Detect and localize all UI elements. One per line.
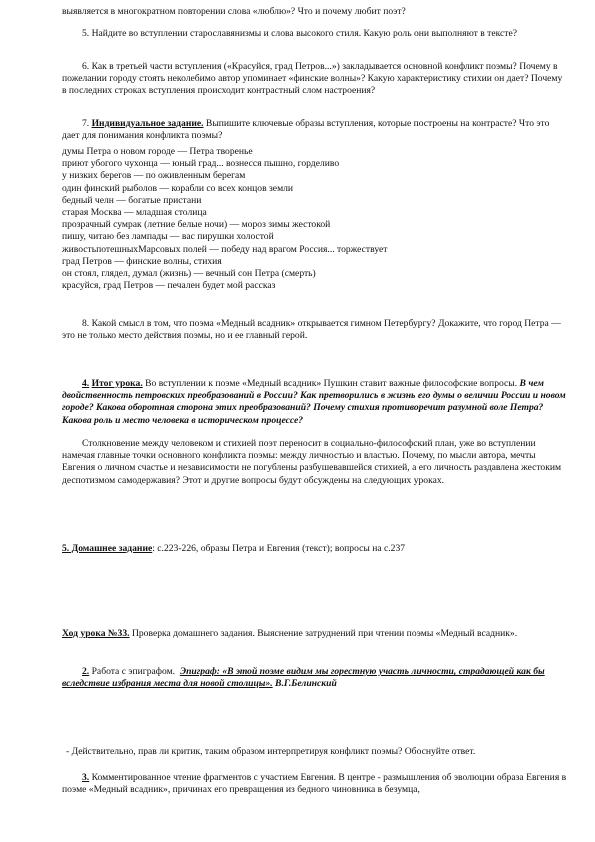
list-item: один финский рыболов — корабли со всех концов земли [62,182,294,194]
question-7-number: 7. [82,118,92,129]
list-item: живостьпотешныхМарсовых полей — победу над врагом Россия... торжествует [62,243,388,255]
question-6: 6. Как в третьей части вступления («Красуйся, град Петров...») закладывается основной конфликт поэмы? Почему в пожелании городу стоять неколебимо автор упоминает «финские волны»? Какую характеристику стихии он дает? Почему в последних строках вступления происходит контрастный слом настроения? [62,61,563,97]
list-item: он стоял, глядел, думал (жизнь) — вечный сон Петра (смерть) [62,268,316,280]
summary-label: Итог урока. [91,378,143,389]
epigraph-quote: «В этой поэме видим мы горестную участь личности, страдающей как бы вследствие избрания места для новой столицы». [62,666,545,690]
list-item: у низких берегов — по оживленным берегам [62,170,246,182]
list-item: приют убогого чухонца — юный град... вознесся пышно, горделиво [62,158,340,170]
critic-question: - Действительно, прав ли критик, таким образом интерпретируя конфликт поэмы? Обоснуйте ответ. [66,746,476,757]
epigraph-author: В.Г.Белинский [272,678,337,690]
lesson-plan [62,628,568,640]
paragraph-continuation: выявляется в многократном повторении слова «люблю»? Что и почему любит поэт? [62,6,406,17]
homework-label: 5. Домашнее задание [62,543,153,554]
contrast-list [62,146,568,292]
reading-text: Комментированное чтение фрагментов с участием Евгения. В центре - размышления об эволюции образа Евгения в поэме «Медный всадник», причинах его превращения из бедного чиновника в безумца, [62,772,567,796]
homework-text: : с.223-226, образы Петра и Евгения (текст); вопросы на с.237 [152,543,406,554]
reading-number: 3. [82,772,90,783]
summary-text: Во вступлении к поэме «Медный всадник» Пушкин ставит важные философские вопросы. [142,378,520,389]
question-7-label: Индивидуальное задание. [91,118,204,129]
list-item: красуйся, град Петров — печален будет мой рассказ [62,280,276,292]
homework [62,543,568,555]
question-7-text: Выпишите ключевые образы вступления, которые построены на контрасте? Что это дает для понимания конфликта поэмы? [62,118,550,142]
question-7 [62,118,568,142]
list-item: пишу, читаю без лампады — вас пирушки холостой [62,231,274,243]
question-8: 8. Какой смысл в том, что поэма «Медный всадник» открывается гимном Петербургу? Докажите, что город Петра — это не только место действия поэмы, но и ее главный герой. [62,318,561,342]
list-item: град Петров — финские волны, стихия [62,255,222,267]
commented-reading [62,772,568,796]
epigraph-number: 2. [82,666,90,677]
list-item: старая Москва — младшая столица [62,207,207,219]
lesson-summary [62,378,568,427]
epigraph-work-label: Работа с эпиграфом. [89,666,176,677]
summary-paragraph: Столкновение между человеком и стихией поэт переносит в социально-философский план, уже во вступлении намечая главные точки основного конфликта поэмы: между личностью и властью. Почему, по мысли автора, мечты Евгения о личном счастье и независимости не погублены разбушевавшейся стихией, а его личность раздавлена жестоким деспотизмом самодержавия? Этот и другие вопросы будут обсуждены на следующих уроках. [62,438,562,486]
list-item: думы Петра о новом городе — Петра творенье [62,146,253,157]
epigraph-label: Эпиграф: [179,666,220,677]
list-item: бедный челн — богатые пристани [62,194,202,206]
lesson-label: Ход урока №33. [62,628,130,639]
summary-questions: В чем двойственность петровских преобразований в России? Как претворились в жизнь его думы о величии России и новом городе? Какова оборотная сторона этих преобразований? Почему стихия противоречит разумной воле Петра? Какова роль и место человека в историческом процессе? [62,378,566,426]
lesson-text: Проверка домашнего задания. Выяснение затруднений при чтении поэмы «Медный всадник». [129,628,518,639]
question-5: 5. Найдите во вступлении старославянизмы и слова высокого стиля. Какую роль они выполняют в тексте? [82,28,517,39]
epigraph-work [62,666,568,690]
summary-number: 4. [82,378,90,389]
list-item: прозрачный сумрак (летние белые ночи) — мороз зимы жестокой [62,219,331,231]
